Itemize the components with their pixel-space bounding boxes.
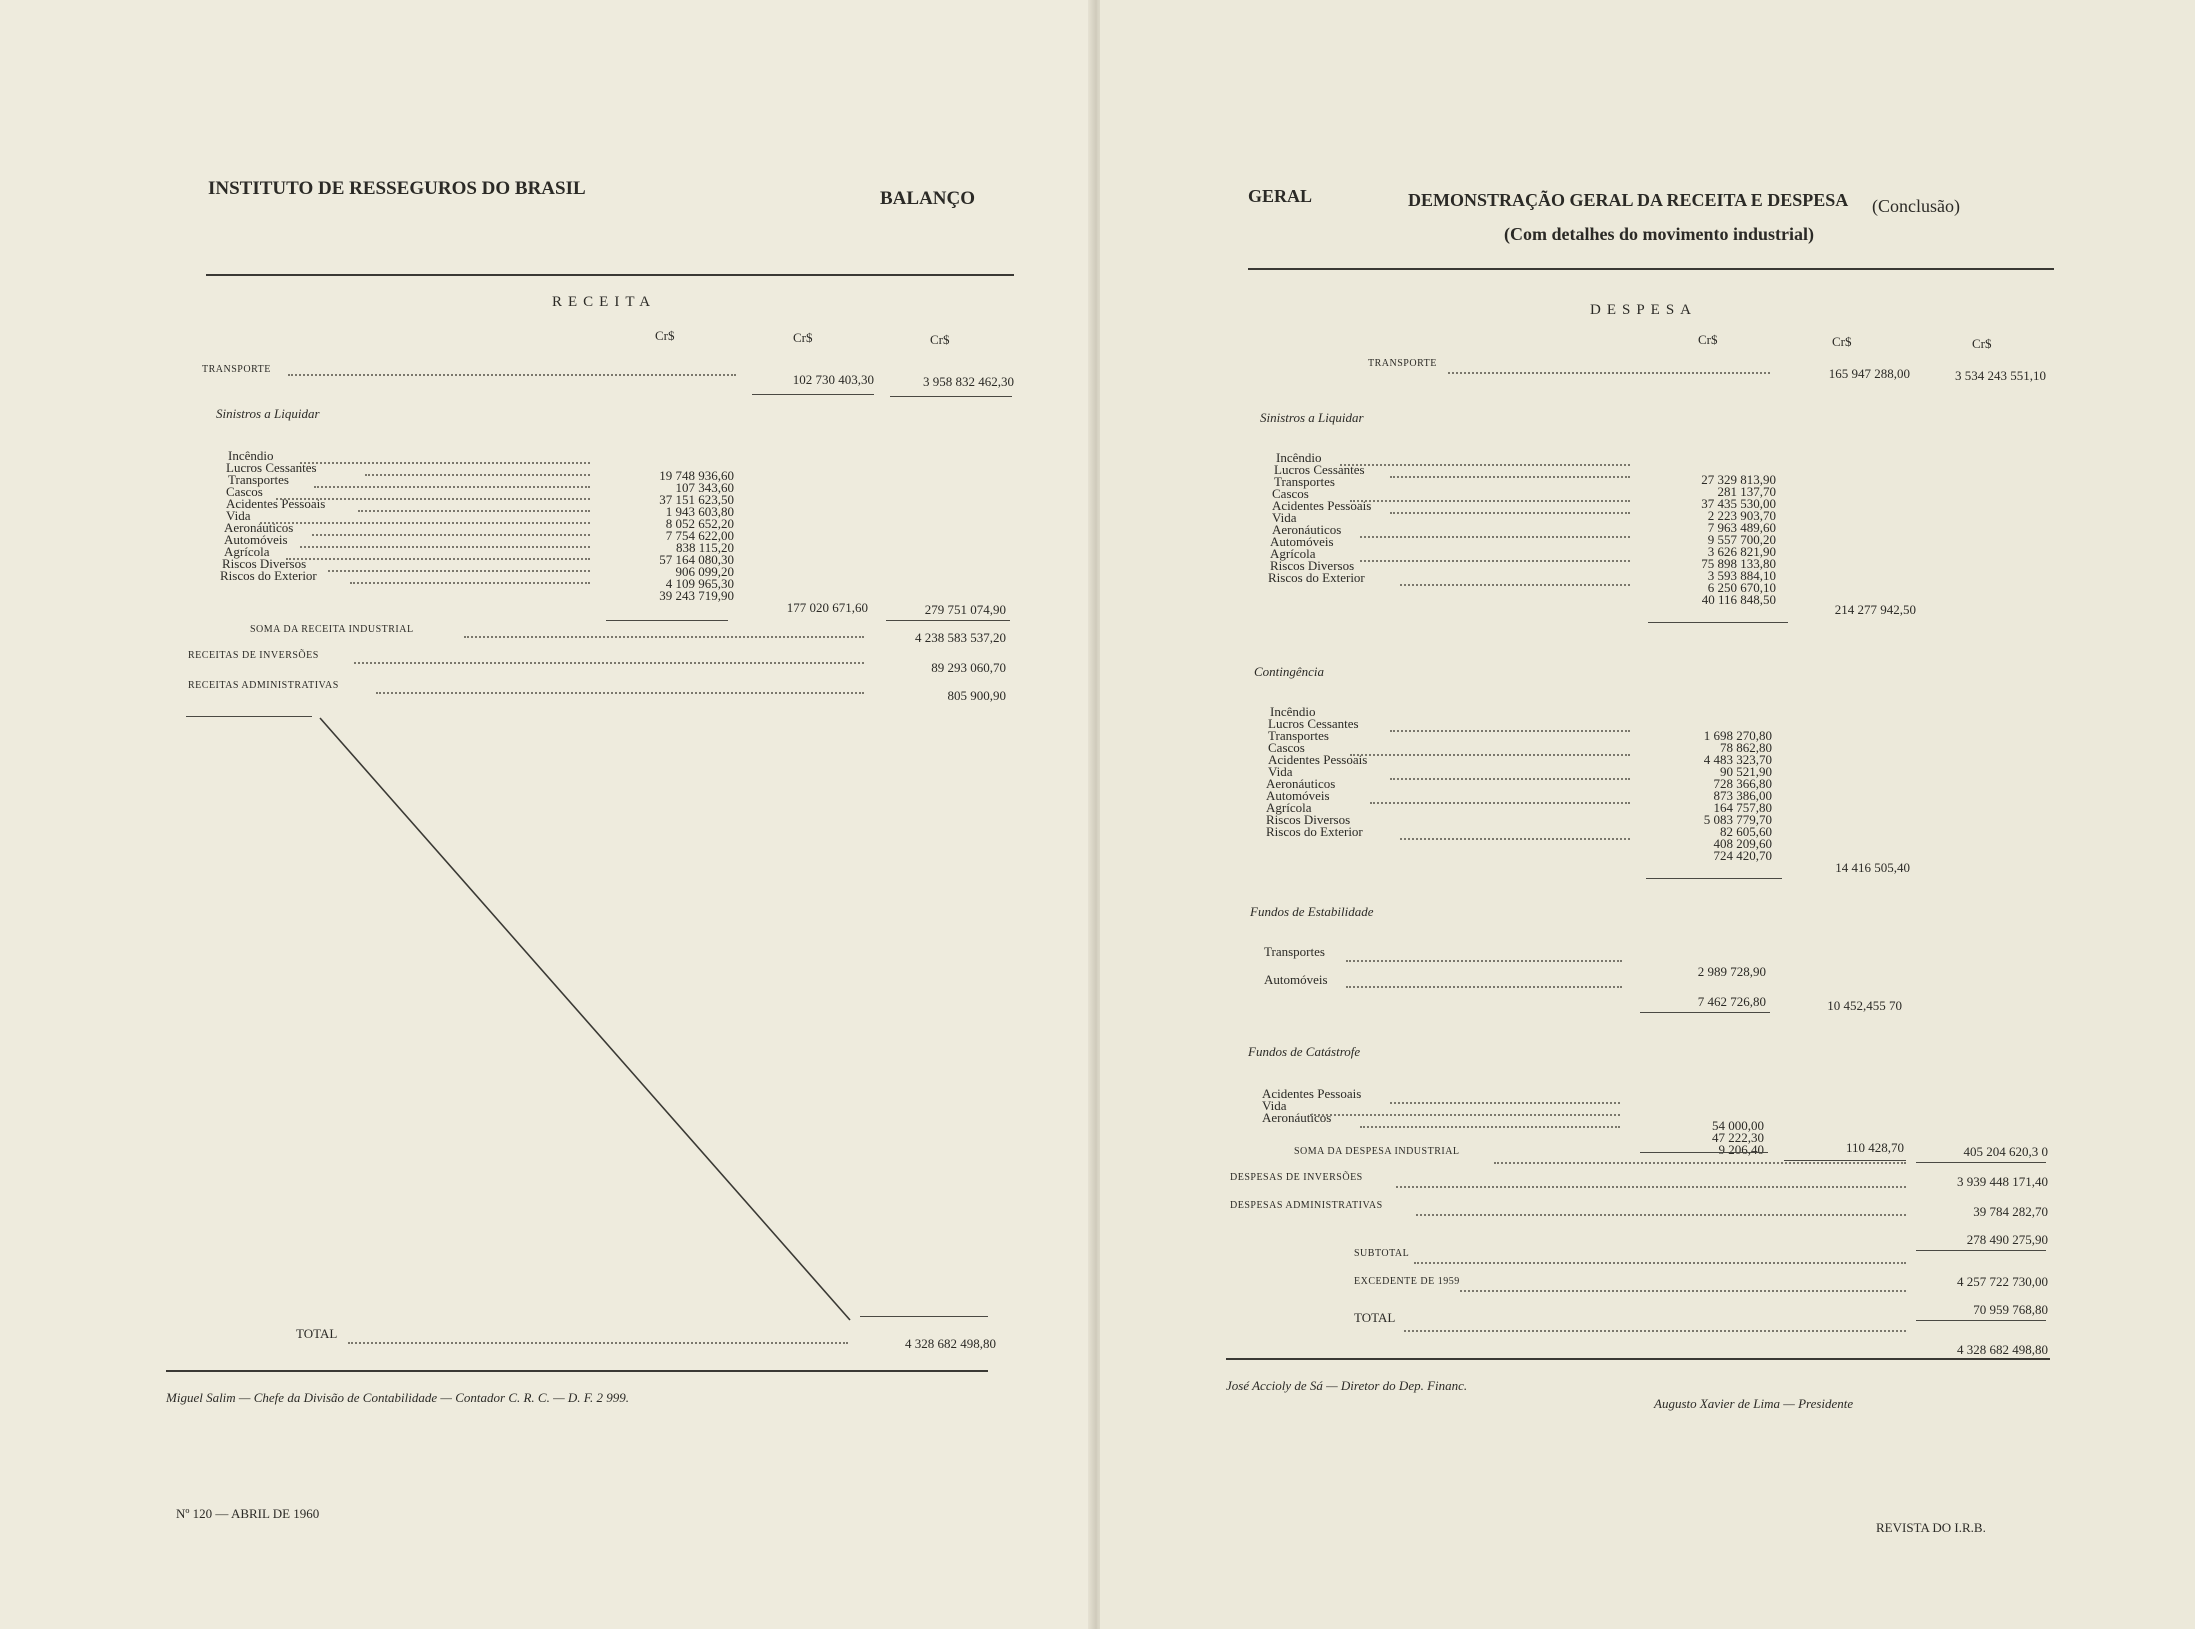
leader-dots xyxy=(1360,560,1630,562)
leader-dots xyxy=(1350,500,1630,502)
label-cascos: Cascos xyxy=(226,484,263,499)
col-rule xyxy=(886,620,1010,621)
transporte-value-2: 165 947 288,00 xyxy=(1828,366,1910,381)
header-rule xyxy=(206,274,1014,276)
leader-dots xyxy=(1400,584,1630,586)
receitas-inversoes-label: RECEITAS DE INVERSÕES xyxy=(188,650,319,661)
leader-dots xyxy=(1448,372,1770,374)
col-rule xyxy=(1640,1152,1768,1153)
issue-footer: Nº 120 — ABRIL DE 1960 xyxy=(176,1506,320,1521)
label-riscos-exterior: Riscos do Exterior xyxy=(1268,570,1365,585)
col-rule xyxy=(1916,1320,2046,1321)
leader-dots xyxy=(260,522,590,524)
transporte-value-3: 3 958 832 462,30 xyxy=(923,374,1014,389)
contingencia-subtotal: 14 416 505,40 xyxy=(1835,860,1910,875)
currency-col-1: Cr$ xyxy=(655,328,675,343)
leader-dots xyxy=(1390,730,1630,732)
signature-xavier: Augusto Xavier de Lima — Presidente xyxy=(1654,1396,1854,1411)
header-subtitle: (Com detalhes do movimento industrial) xyxy=(1504,224,1814,244)
footer-rule xyxy=(1226,1358,2050,1360)
leader-dots xyxy=(1346,986,1622,988)
label-acidentes-pessoais: Acidentes Pessoais xyxy=(1272,498,1372,513)
label-automoveis: Automóveis xyxy=(1270,534,1334,549)
col-rule xyxy=(1648,622,1788,623)
sinistros-values: 19 748 936,60 107 343,60 37 151 623,50 1 943 603,80 8 052 652,20 7 754 622,00 838 115,20 57 164 080,30 906 099,20 4 109 965,30 39 243 719,90 xyxy=(659,468,734,603)
leader-dots xyxy=(1414,1262,1906,1264)
cancel-diagonal xyxy=(300,700,860,1330)
leader-dots xyxy=(350,582,590,584)
label-incendio: Incêndio xyxy=(228,448,274,463)
label-agricola: Agrícola xyxy=(1266,800,1312,815)
col-rule xyxy=(1784,1160,1906,1161)
estabilidade-subtotal: 10 452,455 70 xyxy=(1827,998,1902,1013)
label-vida: Vida xyxy=(1268,764,1293,779)
leader-dots xyxy=(1370,802,1630,804)
label-lucros-cessantes: Lucros Cessantes xyxy=(1274,462,1365,477)
leader-dots xyxy=(1310,1114,1620,1116)
label-cascos: Cascos xyxy=(1268,740,1305,755)
catastrofe-subtotal: 110 428,70 xyxy=(1845,1140,1904,1155)
leader-dots xyxy=(1340,464,1630,466)
leader-dots xyxy=(328,570,590,572)
leader-dots xyxy=(1390,476,1630,478)
subtotal-label: SUBTOTAL xyxy=(1354,1248,1410,1259)
label-automoveis: Automóveis xyxy=(1266,788,1330,803)
currency-col-2: Cr$ xyxy=(793,330,813,345)
col-rule xyxy=(1916,1250,2046,1251)
total-label: TOTAL xyxy=(296,1326,338,1341)
receita-section-title: RECEITA xyxy=(552,294,657,310)
estabilidade-title: Fundos de Estabilidade xyxy=(1250,904,1374,919)
soma-receita-value: 4 238 583 537,20 xyxy=(915,630,1006,645)
label-riscos-diversos: Riscos Diversos xyxy=(1270,558,1355,573)
label-automoveis: Automóveis xyxy=(1264,972,1328,987)
label-aeronauticos: Aeronáuticos xyxy=(1262,1110,1332,1125)
leader-dots xyxy=(1400,838,1630,840)
signature-salim: Miguel Salim — Chefe da Divisão de Contabilidade — Contador C. R. C. — D. F. 2 999. xyxy=(166,1390,630,1405)
header-rule xyxy=(1248,268,2054,270)
total-value: 4 328 682 498,80 xyxy=(905,1336,996,1351)
leader-dots xyxy=(288,374,736,376)
soma-despesa-label: SOMA DA DESPESA INDUSTRIAL xyxy=(1294,1146,1460,1157)
excedente-value: 70 959 768,80 xyxy=(1973,1302,2048,1317)
col-rule xyxy=(606,620,728,621)
transporte-value-2: 102 730 403,30 xyxy=(792,372,874,387)
total-value: 4 328 682 498,80 xyxy=(1957,1342,2048,1357)
label-aeronauticos: Aeronáuticos xyxy=(224,520,294,535)
leader-dots xyxy=(1390,1102,1620,1104)
total-top-rule xyxy=(860,1316,988,1317)
subtotal-value: 4 257 722 730,00 xyxy=(1957,1274,2048,1289)
col-rule xyxy=(752,394,874,395)
receitas-administrativas-label: RECEITAS ADMINISTRATIVAS xyxy=(188,680,339,691)
sinistros-total: 279 751 074,90 xyxy=(924,602,1006,617)
col-rule xyxy=(890,396,1012,397)
sinistros-title: Sinistros a Liquidar xyxy=(1260,410,1364,425)
col-rule xyxy=(1640,1012,1770,1013)
label-vida: Vida xyxy=(1262,1098,1287,1113)
leader-dots xyxy=(1360,536,1630,538)
sinistros-title: Sinistros a Liquidar xyxy=(216,406,320,421)
label-cascos: Cascos xyxy=(1272,486,1309,501)
sinistros-subtotal: 214 277 942,50 xyxy=(1834,602,1916,617)
excedente-label: EXCEDENTE DE 1959 xyxy=(1354,1276,1460,1287)
leader-dots xyxy=(1404,1330,1906,1332)
label-vida: Vida xyxy=(226,508,251,523)
label-transportes: Transportes xyxy=(228,472,289,487)
sinistros-subtotal: 177 020 671,60 xyxy=(786,600,868,615)
label-riscos-diversos: Riscos Diversos xyxy=(222,556,307,571)
label-lucros-cessantes: Lucros Cessantes xyxy=(1268,716,1359,731)
despesas-inversoes-value: 39 784 282,70 xyxy=(1973,1204,2048,1219)
leader-dots xyxy=(1416,1214,1906,1216)
col-rule xyxy=(1916,1162,2046,1163)
leader-dots xyxy=(376,692,864,694)
contingencia-title: Contingência xyxy=(1254,664,1325,679)
currency-col-1: Cr$ xyxy=(1698,332,1718,347)
leader-dots xyxy=(358,510,590,512)
leader-dots xyxy=(464,636,864,638)
soma-receita-label: SOMA DA RECEITA INDUSTRIAL xyxy=(250,624,414,635)
institution-header: INSTITUTO DE RESSEGUROS DO BRASIL xyxy=(208,178,586,199)
label-acidentes-pessoais: Acidentes Pessoais xyxy=(226,496,326,511)
leader-dots xyxy=(1390,778,1630,780)
transporte-label: TRANSPORTE xyxy=(1368,358,1437,369)
leader-dots xyxy=(300,546,590,548)
short-rule xyxy=(186,716,312,717)
balanco-header: BALANÇO xyxy=(880,188,976,209)
leader-dots xyxy=(1390,512,1630,514)
leader-dots xyxy=(1350,754,1630,756)
estabilidade-automoveis-value: 7 462 726,80 xyxy=(1697,994,1766,1009)
leader-dots xyxy=(286,558,590,560)
leader-dots xyxy=(1360,1126,1620,1128)
contingencia-values: 1 698 270,80 78 862,80 4 483 323,70 90 521,90 728 366,80 873 386,00 164 757,80 5 083 779,70 82 605,60 408 209,60 724 420,70 xyxy=(1703,728,1772,863)
revista-footer: REVISTA DO I.R.B. xyxy=(1876,1520,1986,1535)
label-transportes: Transportes xyxy=(1268,728,1329,743)
despesa-section-title: DESPESA xyxy=(1590,302,1698,318)
label-riscos-diversos: Riscos Diversos xyxy=(1266,812,1351,827)
label-incendio: Incêndio xyxy=(1270,704,1316,719)
label-agricola: Agrícola xyxy=(1270,546,1316,561)
conclusao-label: (Conclusão) xyxy=(1872,196,1960,216)
receitas-administrativas-value: 805 900,90 xyxy=(947,688,1006,703)
estabilidade-transportes-value: 2 989 728,90 xyxy=(1697,964,1766,979)
label-aeronauticos: Aeronáuticos xyxy=(1266,776,1336,791)
col-rule xyxy=(1646,878,1782,879)
currency-col-2: Cr$ xyxy=(1832,334,1852,349)
currency-col-3: Cr$ xyxy=(930,332,950,347)
label-transportes: Transportes xyxy=(1264,944,1325,959)
label-acidentes-pessoais: Acidentes Pessoais xyxy=(1262,1086,1362,1101)
currency-col-3: Cr$ xyxy=(1972,336,1992,351)
catastrofe-values: 54 000,00 47 222,30 9 206,40 xyxy=(1712,1118,1764,1157)
leader-dots xyxy=(300,462,590,464)
signature-accioly: José Accioly de Sá — Diretor do Dep. Financ. xyxy=(1226,1378,1468,1393)
catastrofe-total: 405 204 620,3 0 xyxy=(1963,1144,2048,1159)
demonstracao-header: DEMONSTRAÇÃO GERAL DA RECEITA E DESPESA xyxy=(1408,190,1849,210)
leader-dots xyxy=(314,486,590,488)
leader-dots xyxy=(354,662,864,664)
despesas-administrativas-label: DESPESAS ADMINISTRATIVAS xyxy=(1230,1200,1383,1211)
label-acidentes-pessoais: Acidentes Pessoais xyxy=(1268,752,1368,767)
catastrofe-title: Fundos de Catástrofe xyxy=(1248,1044,1361,1059)
total-label: TOTAL xyxy=(1354,1310,1396,1325)
leader-dots xyxy=(348,1342,848,1344)
despesas-administrativas-value: 278 490 275,90 xyxy=(1966,1232,2048,1247)
label-vida: Vida xyxy=(1272,510,1297,525)
sinistros-values: 27 329 813,90 281 137,70 37 435 530,00 2 223 903,70 7 963 489,60 9 557 700,20 3 626 821,90 75 898 133,80 3 593 884,10 6 250 670,10 40 116 848,50 xyxy=(1701,472,1776,607)
leader-dots xyxy=(1494,1162,1906,1164)
footer-rule xyxy=(166,1370,988,1372)
leader-dots xyxy=(1396,1186,1906,1188)
leader-dots xyxy=(1346,960,1622,962)
transporte-label: TRANSPORTE xyxy=(202,364,271,375)
label-aeronauticos: Aeronáuticos xyxy=(1272,522,1342,537)
leader-dots xyxy=(276,498,590,500)
label-riscos-exterior: Riscos do Exterior xyxy=(1266,824,1363,839)
label-riscos-exterior: Riscos do Exterior xyxy=(220,568,317,583)
label-incendio: Incêndio xyxy=(1276,450,1322,465)
transporte-value-3: 3 534 243 551,10 xyxy=(1955,368,2046,383)
label-lucros-cessantes: Lucros Cessantes xyxy=(226,460,317,475)
label-agricola: Agrícola xyxy=(224,544,270,559)
label-transportes: Transportes xyxy=(1274,474,1335,489)
soma-despesa-value: 3 939 448 171,40 xyxy=(1957,1174,2048,1189)
geral-header: GERAL xyxy=(1248,186,1313,206)
leader-dots xyxy=(365,474,590,476)
receitas-inversoes-value: 89 293 060,70 xyxy=(931,660,1006,675)
leader-dots xyxy=(312,534,590,536)
despesas-inversoes-label: DESPESAS DE INVERSÕES xyxy=(1230,1172,1363,1183)
leader-dots xyxy=(1460,1290,1906,1292)
label-automoveis: Automóveis xyxy=(224,532,288,547)
